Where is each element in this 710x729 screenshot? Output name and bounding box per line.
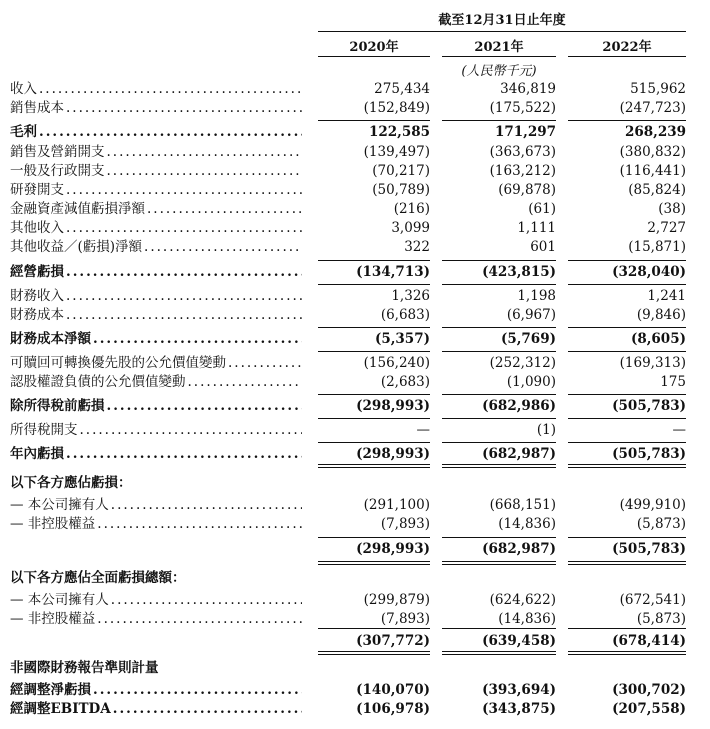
- value-2021: (6,967): [506, 307, 556, 323]
- year-header-2021: 2021年: [474, 40, 524, 55]
- value-2021: (1): [536, 422, 556, 438]
- row-label: 其他收益／(虧損)淨額 .....: [10, 238, 302, 257]
- rule-after-cost-1: [442, 120, 556, 121]
- value-2021: (163,212): [489, 163, 556, 179]
- value-2021: 171,297: [494, 124, 556, 140]
- rule-after-comprehensive-total-2: [568, 651, 686, 652]
- value-2020: (5,357): [374, 331, 430, 347]
- value-2020: (50,789): [372, 182, 430, 198]
- value-2022: (505,783): [612, 398, 686, 414]
- value-2022: (38): [658, 201, 686, 217]
- value-2020: 275,434: [374, 81, 430, 97]
- rule-before-operating-2: [568, 260, 686, 261]
- rule-before-finance-net-2: [568, 327, 686, 328]
- value-2022: (85,824): [628, 182, 686, 198]
- rule-after-loss-total-0: [318, 561, 430, 562]
- value-2021: (343,875): [482, 701, 556, 717]
- rule-after-finance-net-1: [442, 351, 556, 352]
- rule-after-comprehensive-total-1-b: [442, 654, 556, 655]
- row-label: 毛利 .....: [10, 123, 302, 142]
- value-2020: (139,497): [363, 144, 430, 160]
- row-label: 財務收入 .....: [10, 287, 302, 306]
- value-2022: (15,871): [628, 239, 686, 255]
- row-label: 金融資產減值虧損淨額 .....: [10, 200, 302, 219]
- value-2020: (307,772): [356, 633, 430, 649]
- row-label: 年內虧損 .....: [10, 445, 302, 464]
- row-label: 經營虧損 .....: [10, 263, 302, 282]
- period-underline: [318, 31, 686, 32]
- rule-after-comprehensive-total-0: [318, 651, 430, 652]
- value-2020: (7,893): [380, 516, 430, 532]
- line-item-12: [0, 330, 710, 349]
- comprehensive-total-row: [0, 632, 710, 651]
- value-2020: (7,893): [380, 611, 430, 627]
- value-2020: (106,978): [356, 701, 430, 717]
- line-item-5: [0, 181, 710, 200]
- line-item-14: [0, 373, 710, 392]
- rule-after-net-loss-1: [442, 464, 556, 465]
- rule-after-net-loss-2-b: [568, 467, 686, 468]
- rule-after-loss-total-2: [568, 561, 686, 562]
- value-2021: 1,198: [517, 288, 556, 304]
- rule-after-loss-total-2-b: [568, 564, 686, 565]
- value-2020: —: [416, 422, 430, 438]
- row-label: 銷售及營銷開支 .....: [10, 143, 302, 162]
- currency-unit: (人民幣千元): [461, 64, 537, 79]
- value-2022: (505,783): [612, 541, 686, 557]
- line-item-9: [0, 263, 710, 282]
- value-2022: (328,040): [612, 264, 686, 280]
- rule-after-net-loss-2: [568, 464, 686, 465]
- section-heading-comprehensive: 以下各方應佔全面虧損總額：: [10, 570, 186, 586]
- comprehensive-nci-row: [0, 610, 710, 629]
- non-ifrs-row-1: [0, 700, 710, 719]
- row-label: — 本公司擁有人 .....: [10, 591, 302, 610]
- rule-after-comprehensive-total-2-b: [568, 654, 686, 655]
- line-item-8: [0, 238, 710, 257]
- row-label: 財務成本淨額 .....: [10, 330, 302, 349]
- value-2022: (678,414): [612, 633, 686, 649]
- value-2020: 322: [404, 239, 430, 255]
- line-item-3: [0, 143, 710, 162]
- value-2022: (672,541): [619, 592, 686, 608]
- line-item-13: [0, 354, 710, 373]
- loss-owners-row: [0, 496, 710, 515]
- rule-after-pretax-1: [442, 418, 556, 419]
- line-item-6: [0, 200, 710, 219]
- row-label: 收入 .....: [10, 80, 302, 99]
- value-2022: 175: [660, 374, 686, 390]
- value-2020: 3,099: [391, 220, 430, 236]
- value-2020: (156,240): [363, 355, 430, 371]
- row-label: 經調整EBITDA .....: [10, 700, 302, 719]
- value-2021: (61): [528, 201, 556, 217]
- value-2022: 515,962: [630, 81, 686, 97]
- row-label: 除所得稅前虧損 .....: [10, 397, 302, 416]
- value-2021: (639,458): [482, 633, 556, 649]
- value-2021: (69,878): [498, 182, 556, 198]
- row-label: 可贖回可轉換優先股的公允價值變動 .....: [10, 354, 302, 373]
- rule-before-pretax-1: [442, 394, 556, 395]
- value-2022: 2,727: [647, 220, 686, 236]
- line-item-4: [0, 162, 710, 181]
- value-2021: (14,836): [498, 611, 556, 627]
- row-label: 所得稅開支 .....: [10, 421, 302, 440]
- value-2020: (298,993): [356, 446, 430, 462]
- rule-after-net-loss-0: [318, 464, 430, 465]
- loss-nci-row: [0, 515, 710, 534]
- value-2022: (116,441): [619, 163, 686, 179]
- value-2022: —: [672, 422, 686, 438]
- non-ifrs-row-0: [0, 681, 710, 700]
- rule-after-net-loss-0-b: [318, 467, 430, 468]
- rule-after-comprehensive-total-1: [442, 651, 556, 652]
- rule-after-finance-net-2: [568, 351, 686, 352]
- value-2020: (291,100): [363, 497, 430, 513]
- row-label: — 非控股權益 .....: [10, 610, 302, 629]
- value-2020: (216): [393, 201, 430, 217]
- value-2021: 1,111: [517, 220, 556, 236]
- value-2022: (9,846): [636, 307, 686, 323]
- year-underline-2022: [568, 56, 686, 57]
- rule-before-net-loss-1: [442, 442, 556, 443]
- rule-after-comprehensive-total-0-b: [318, 654, 430, 655]
- value-2021: (14,836): [498, 516, 556, 532]
- value-2020: (299,879): [363, 592, 430, 608]
- value-2020: (152,849): [363, 100, 430, 116]
- line-item-2: [0, 123, 710, 142]
- rule-after-pretax-2: [568, 418, 686, 419]
- rule-before-net-loss-0: [318, 442, 430, 443]
- row-label: — 非控股權益 .....: [10, 515, 302, 534]
- rule-before-pretax-0: [318, 394, 430, 395]
- year-header-2022: 2022年: [602, 40, 652, 55]
- value-2022: (380,832): [619, 144, 686, 160]
- row-label: 經調整淨虧損 .....: [10, 681, 302, 700]
- rule-before-operating-1: [442, 260, 556, 261]
- row-label: 一般及行政開支 .....: [10, 162, 302, 181]
- rule-after-pretax-0: [318, 418, 430, 419]
- line-item-0: [0, 80, 710, 99]
- value-2022: 268,239: [624, 124, 686, 140]
- value-2022: (499,910): [619, 497, 686, 513]
- value-2020: 122,585: [368, 124, 430, 140]
- rule-before-finance-net-1: [442, 327, 556, 328]
- rule-after-loss-total-1: [442, 561, 556, 562]
- line-item-1: [0, 99, 710, 118]
- value-2020: (140,070): [356, 682, 430, 698]
- year-header-2020: 2020年: [349, 40, 399, 55]
- value-2020: (6,683): [380, 307, 430, 323]
- rule-after-finance-net-0: [318, 351, 430, 352]
- row-label: 研發開支 .....: [10, 181, 302, 200]
- value-2021: (423,815): [482, 264, 556, 280]
- value-2020: (2,683): [380, 374, 430, 390]
- value-2020: 1,326: [391, 288, 430, 304]
- value-2021: (363,673): [489, 144, 556, 160]
- rule-before-loss-total-1: [442, 537, 556, 538]
- rule-before-comprehensive-total-2: [568, 628, 686, 629]
- comprehensive-owners-row: [0, 591, 710, 610]
- value-2021: (175,522): [489, 100, 556, 116]
- row-label: — 本公司擁有人 .....: [10, 496, 302, 515]
- year-underline-2021: [442, 56, 556, 57]
- value-2020: (298,993): [356, 541, 430, 557]
- row-label: 其他收入 .....: [10, 219, 302, 238]
- value-2021: (668,151): [489, 497, 556, 513]
- rule-after-loss-total-0-b: [318, 564, 430, 565]
- rule-before-pretax-2: [568, 394, 686, 395]
- value-2021: (393,694): [482, 682, 556, 698]
- rule-after-operating-2: [568, 284, 686, 285]
- value-2022: (5,873): [636, 516, 686, 532]
- rule-before-comprehensive-total-1: [442, 628, 556, 629]
- rule-after-operating-1: [442, 284, 556, 285]
- value-2021: (682,987): [482, 446, 556, 462]
- rule-after-cost-2: [568, 120, 686, 121]
- loss-total-row: [0, 540, 710, 559]
- value-2022: (207,558): [612, 701, 686, 717]
- rule-before-finance-net-0: [318, 327, 430, 328]
- value-2020: (298,993): [356, 398, 430, 414]
- line-item-7: [0, 219, 710, 238]
- value-2021: 601: [530, 239, 556, 255]
- line-item-11: [0, 306, 710, 325]
- value-2022: 1,241: [647, 288, 686, 304]
- rule-before-operating-0: [318, 260, 430, 261]
- rule-before-loss-total-2: [568, 537, 686, 538]
- rule-before-net-loss-2: [568, 442, 686, 443]
- row-label: 銷售成本 .....: [10, 99, 302, 118]
- section-heading-loss: 以下各方應佔虧損：: [10, 475, 132, 491]
- value-2020: (70,217): [372, 163, 430, 179]
- value-2022: (247,723): [619, 100, 686, 116]
- period-header: 截至12月31日止年度: [438, 13, 566, 28]
- value-2020: (134,713): [356, 264, 430, 280]
- year-underline-2020: [318, 56, 430, 57]
- value-2021: (252,312): [489, 355, 556, 371]
- value-2021: 346,819: [500, 81, 556, 97]
- rule-before-comprehensive-total-0: [318, 628, 430, 629]
- rule-after-loss-total-1-b: [442, 564, 556, 565]
- section-heading-non-ifrs: 非國際財務報告準則計量: [10, 660, 159, 676]
- value-2021: (682,987): [482, 541, 556, 557]
- line-item-16: [0, 421, 710, 440]
- value-2022: (5,873): [636, 611, 686, 627]
- line-item-17: [0, 445, 710, 464]
- rule-after-cost-0: [318, 120, 430, 121]
- value-2022: (300,702): [612, 682, 686, 698]
- value-2022: (169,313): [619, 355, 686, 371]
- value-2021: (5,769): [500, 331, 556, 347]
- value-2021: (682,986): [482, 398, 556, 414]
- line-item-15: [0, 397, 710, 416]
- line-item-10: [0, 287, 710, 306]
- value-2021: (1,090): [506, 374, 556, 390]
- value-2021: (624,622): [489, 592, 556, 608]
- row-label: 財務成本 .....: [10, 306, 302, 325]
- value-2022: (505,783): [612, 446, 686, 462]
- value-2022: (8,605): [630, 331, 686, 347]
- rule-after-net-loss-1-b: [442, 467, 556, 468]
- rule-after-operating-0: [318, 284, 430, 285]
- row-label: 認股權證負債的公允價值變動 .....: [10, 373, 302, 392]
- rule-before-loss-total-0: [318, 537, 430, 538]
